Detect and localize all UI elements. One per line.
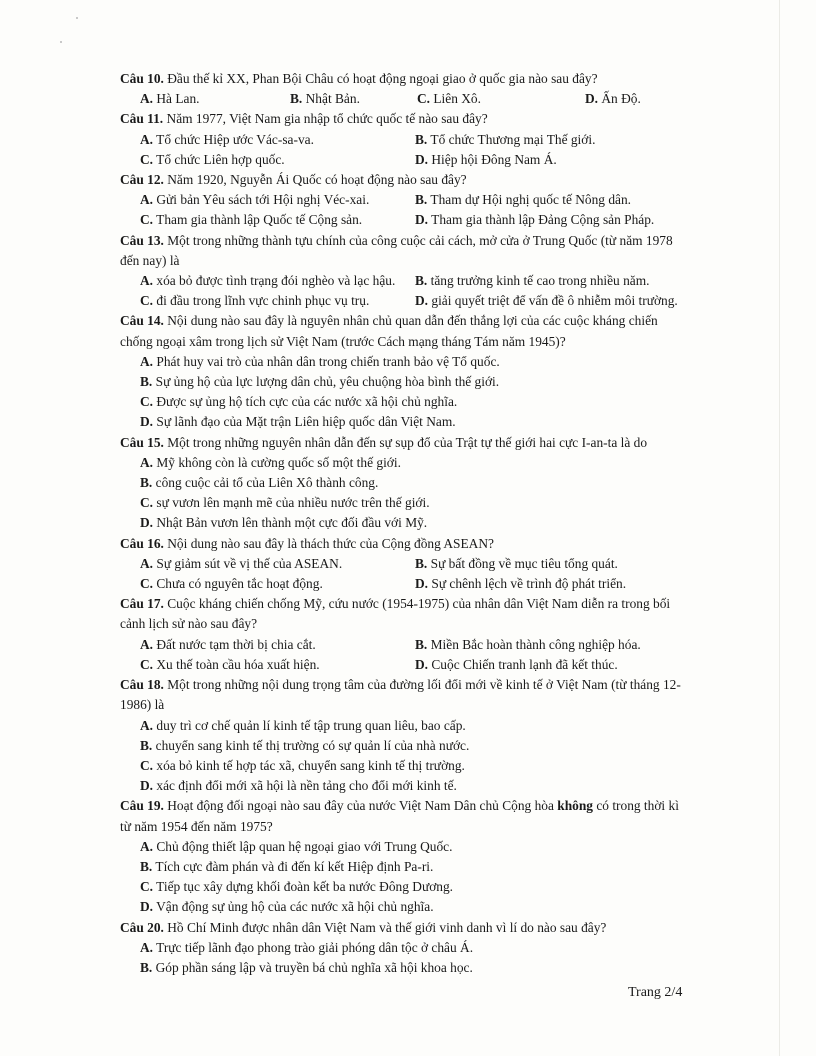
- options-row: [120, 736, 690, 756]
- options-row: [120, 655, 690, 675]
- option-text: Tham gia thành lập Đảng Cộng sản Pháp.: [428, 212, 655, 228]
- option-text: Miền Bắc hoàn thành công nghiệp hóa.: [427, 636, 641, 652]
- option-letter: A.: [140, 454, 154, 470]
- option-letter: A.: [140, 353, 154, 369]
- option-letter: A.: [140, 555, 154, 571]
- option-letter: A.: [140, 131, 154, 147]
- answer-option[interactable]: [140, 879, 453, 894]
- question-text: Nội dung nào sau đây là nguyên nhân chủ quan dẫn đến thắng lợi của các cuộc kháng chiến chống ngoại xâm trong lịch sử Việt Nam (trước Cách mạng tháng Tám năm 1945)?: [120, 313, 658, 349]
- option-letter: A.: [140, 838, 154, 854]
- question-text: Năm 1977, Việt Nam gia nhập tổ chức quốc tế nào sau đây?: [163, 111, 488, 127]
- option-text: Sự lãnh đạo của Mặt trận Liên hiệp quốc dân Việt Nam.: [153, 414, 456, 430]
- option-text: Hiệp hội Đông Nam Á.: [428, 151, 557, 167]
- option-text: xác định đổi mới xã hội là nền tảng cho đổi mới kinh tế.: [153, 778, 457, 794]
- option-text: Gửi bản Yêu sách tới Hội nghị Véc-xai.: [153, 192, 370, 208]
- answer-option[interactable]: [140, 475, 378, 490]
- question-number: Câu 17.: [120, 596, 164, 612]
- answer-option[interactable]: [140, 414, 456, 429]
- options-row: [120, 958, 690, 978]
- answer-option[interactable]: [140, 960, 473, 975]
- option-letter: B.: [415, 636, 428, 652]
- options-row: [120, 130, 690, 150]
- option-letter: C.: [140, 151, 154, 167]
- option-letter: A.: [140, 273, 154, 289]
- options-row: [120, 493, 690, 513]
- options-row: [120, 554, 690, 574]
- question-text: Nội dung nào sau đây là thách thức của Cộng đồng ASEAN?: [163, 535, 494, 551]
- option-letter: D.: [140, 778, 154, 794]
- answer-option[interactable]: [415, 271, 690, 291]
- option-text: chuyển sang kinh tế thị trường có sự quản lí của nhà nước.: [152, 737, 470, 753]
- option-text: Tổ chức Thương mại Thế giới.: [427, 131, 596, 147]
- question-text: Năm 1920, Nguyễn Ái Quốc có hoạt động nào sau đây?: [163, 172, 467, 188]
- answer-option[interactable]: [140, 859, 433, 874]
- option-text: Tiếp tục xây dựng khối đoàn kết ba nước Đông Dương.: [153, 879, 454, 895]
- option-letter: D.: [140, 515, 154, 531]
- answer-option[interactable]: [140, 455, 401, 470]
- option-text: xóa bỏ được tình trạng đói nghèo và lạc hậu.: [153, 273, 396, 289]
- question-text: Cuộc kháng chiến chống Mỹ, cứu nước (1954-1975) của nhân dân Việt Nam diễn ra trong bối cảnh lịch sử nào sau đây?: [120, 596, 671, 632]
- option-text: công cuộc cải tổ của Liên Xô thành công.: [152, 475, 379, 491]
- option-text: Nhật Bản vươn lên thành một cực đối đầu với Mỹ.: [153, 515, 428, 531]
- options-row: [120, 89, 690, 109]
- option-letter: D.: [140, 414, 154, 430]
- option-letter: B.: [415, 555, 428, 571]
- options-row: [120, 412, 690, 432]
- options-row: [120, 877, 690, 897]
- question-text: Đầu thế kỉ XX, Phan Bội Châu có hoạt động ngoại giao ở quốc gia nào sau đây?: [163, 71, 598, 86]
- option-text: Ấn Độ.: [598, 91, 641, 107]
- option-text: đi đầu trong lĩnh vực chinh phục vụ trụ.: [153, 293, 370, 309]
- option-letter: C.: [140, 576, 154, 592]
- question-stem: [120, 918, 690, 938]
- question-list: [120, 69, 690, 978]
- answer-option[interactable]: [415, 190, 690, 210]
- answer-option[interactable]: [140, 554, 415, 574]
- answer-option[interactable]: [415, 130, 690, 150]
- option-letter: B.: [140, 858, 153, 874]
- question-text: Một trong những nguyên nhân dẫn đến sự sụp đổ của Trật tự thế giới hai cực I-an-ta là do: [163, 434, 648, 450]
- options-row: [120, 635, 690, 655]
- option-text: Tham dự Hội nghị quốc tế Nông dân.: [427, 192, 632, 208]
- option-text: sự vươn lên mạnh mẽ của nhiều nước trên thế giới.: [153, 495, 430, 511]
- option-text: Góp phần sáng lập và truyền bá chủ nghĩa xã hội khoa học.: [152, 959, 473, 975]
- question-number: Câu 14.: [120, 313, 164, 329]
- question-number: Câu 15.: [120, 434, 164, 450]
- question-stem: [120, 534, 690, 554]
- question-stem: [120, 594, 690, 634]
- scan-edge: [779, 0, 780, 1056]
- answer-option[interactable]: [585, 89, 685, 109]
- option-letter: C.: [140, 879, 154, 895]
- answer-option[interactable]: [140, 210, 415, 230]
- answer-option[interactable]: [140, 778, 457, 793]
- answer-option[interactable]: [140, 190, 415, 210]
- option-text: Tham gia thành lập Quốc tế Cộng sản.: [153, 212, 363, 228]
- option-letter: B.: [290, 91, 303, 107]
- option-text: Tổ chức Liên hợp quốc.: [153, 151, 285, 167]
- answer-option[interactable]: [140, 495, 430, 510]
- option-letter: D.: [415, 151, 429, 167]
- option-letter: C.: [417, 91, 431, 107]
- option-text: xóa bỏ kinh tế hợp tác xã, chuyển sang kinh tế thị trường.: [153, 757, 465, 773]
- question-stem: [120, 69, 690, 89]
- question-number: Câu 18.: [120, 677, 164, 693]
- option-text: Mỹ không còn là cường quốc số một thế giới.: [153, 454, 401, 470]
- answer-option[interactable]: [290, 89, 417, 109]
- options-row: [120, 352, 690, 372]
- option-text: Liên Xô.: [430, 91, 481, 107]
- question-text: Hoạt động đối ngoại nào sau đây của nước Việt Nam Dân chủ Cộng hòa: [163, 798, 558, 814]
- options-row: [120, 291, 690, 311]
- question-number: Câu 13.: [120, 232, 164, 248]
- answer-option[interactable]: [140, 940, 473, 955]
- options-row: [120, 392, 690, 412]
- option-letter: D.: [415, 656, 429, 672]
- answer-option[interactable]: [140, 718, 466, 733]
- options-row: [120, 938, 690, 958]
- answer-option[interactable]: [140, 515, 427, 530]
- options-row: [120, 150, 690, 170]
- option-letter: D.: [415, 212, 429, 228]
- answer-option[interactable]: [415, 291, 690, 311]
- options-row: [120, 210, 690, 230]
- option-letter: B.: [140, 737, 153, 753]
- options-row: [120, 837, 690, 857]
- option-letter: B.: [140, 374, 153, 390]
- option-text: Vận động sự ủng hộ của các nước xã hội chủ nghĩa.: [153, 899, 434, 915]
- option-letter: C.: [140, 293, 154, 309]
- option-text: Tổ chức Hiệp ước Vác-sa-va.: [153, 131, 314, 147]
- question-number: Câu 20.: [120, 919, 164, 935]
- option-text: Đất nước tạm thời bị chia cắt.: [153, 636, 316, 652]
- answer-option[interactable]: [140, 758, 465, 773]
- question-stem: [120, 433, 690, 453]
- question-stem: [120, 311, 690, 351]
- question-stem: [120, 170, 690, 190]
- option-text: Sự bất đồng về mục tiêu tổng quát.: [427, 555, 618, 571]
- question-stem: [120, 109, 690, 129]
- page-number: Trang 2/4: [628, 985, 683, 1000]
- option-letter: C.: [140, 394, 154, 410]
- answer-option[interactable]: [140, 574, 415, 594]
- question-number: Câu 10.: [120, 71, 164, 86]
- options-row: [120, 271, 690, 291]
- question-emphasis: không: [557, 798, 593, 814]
- option-text: Nhật Bản.: [302, 91, 360, 107]
- question-text: Hồ Chí Minh được nhân dân Việt Nam và thế giới vinh danh vì lí do nào sau đây?: [163, 919, 607, 935]
- scan-speck: [60, 41, 62, 43]
- option-text: Được sự ủng hộ tích cực của các nước xã hội chủ nghĩa.: [153, 394, 458, 410]
- question-text: có trong thời kì từ năm 1954 đến năm 1975?: [120, 798, 679, 834]
- question-number: Câu 19.: [120, 798, 164, 814]
- options-row: [120, 372, 690, 392]
- option-text: Sự chênh lệch về trình độ phát triển.: [428, 576, 627, 592]
- option-text: Hà Lan.: [153, 91, 200, 107]
- question-stem: [120, 231, 690, 271]
- option-letter: B.: [415, 131, 428, 147]
- options-row: [120, 897, 690, 917]
- question-number: Câu 11.: [120, 111, 164, 127]
- answer-option[interactable]: [417, 89, 585, 109]
- option-text: Trực tiếp lãnh đạo phong trào giải phóng dân tộc ở châu Á.: [153, 939, 474, 955]
- question-text: Một trong những nội dung trọng tâm của đường lối đổi mới về kinh tế ở Việt Nam (từ tháng 12-1986) là: [120, 677, 681, 713]
- answer-option[interactable]: [140, 291, 415, 311]
- option-text: Sự giảm sút về vị thế của ASEAN.: [153, 555, 343, 571]
- option-letter: A.: [140, 91, 154, 107]
- option-text: Cuộc Chiến tranh lạnh đã kết thúc.: [428, 656, 618, 672]
- answer-option[interactable]: [415, 655, 690, 675]
- options-row: [120, 453, 690, 473]
- option-text: Phát huy vai trò của nhân dân trong chiến tranh bảo vệ Tổ quốc.: [153, 353, 500, 369]
- option-letter: A.: [140, 636, 154, 652]
- option-text: Sự ủng hộ của lực lượng dân chủ, yêu chuộng hòa bình thế giới.: [152, 374, 500, 390]
- option-letter: A.: [140, 717, 154, 733]
- answer-option[interactable]: [140, 130, 415, 150]
- answer-option[interactable]: [140, 354, 500, 369]
- options-row: [120, 513, 690, 533]
- option-letter: A.: [140, 939, 154, 955]
- options-row: [120, 473, 690, 493]
- answer-option[interactable]: [140, 899, 434, 914]
- option-text: Chủ động thiết lập quan hệ ngoại giao với Trung Quốc.: [153, 838, 453, 854]
- option-letter: D.: [140, 899, 154, 915]
- option-text: giải quyết triệt để vấn đề ô nhiễm môi trường.: [428, 293, 678, 309]
- option-letter: A.: [140, 192, 154, 208]
- option-letter: D.: [585, 91, 599, 107]
- option-letter: B.: [140, 959, 153, 975]
- option-letter: D.: [415, 576, 429, 592]
- option-text: Tích cực đàm phán và đi đến kí kết Hiệp định Pa-ri.: [152, 858, 434, 874]
- scan-speck: [76, 17, 78, 19]
- answer-option[interactable]: [140, 655, 415, 675]
- question-text: Một trong những thành tựu chính của công cuộc cải cách, mở cửa ở Trung Quốc (từ năm 1978 đến nay) là: [120, 232, 673, 268]
- option-letter: B.: [415, 192, 428, 208]
- question-number: Câu 12.: [120, 172, 164, 188]
- answer-option[interactable]: [140, 150, 415, 170]
- answer-option[interactable]: [415, 150, 690, 170]
- answer-option[interactable]: [140, 839, 452, 854]
- options-row: [120, 716, 690, 736]
- answer-option[interactable]: [415, 635, 690, 655]
- option-letter: C.: [140, 495, 154, 511]
- option-text: duy trì cơ chế quản lí kinh tế tập trung quan liêu, bao cấp.: [153, 717, 466, 733]
- option-letter: B.: [140, 475, 153, 491]
- options-row: [120, 756, 690, 776]
- option-letter: C.: [140, 656, 154, 672]
- answer-option[interactable]: [140, 374, 499, 389]
- answer-option[interactable]: [140, 271, 415, 291]
- answer-option[interactable]: [140, 635, 415, 655]
- answer-option[interactable]: [140, 394, 457, 409]
- question-number: Câu 16.: [120, 535, 164, 551]
- question-stem: [120, 796, 690, 836]
- answer-option[interactable]: [140, 738, 469, 753]
- option-text: Chưa có nguyên tắc hoạt động.: [153, 576, 323, 592]
- option-letter: D.: [415, 293, 429, 309]
- options-row: [120, 776, 690, 796]
- option-letter: B.: [415, 273, 428, 289]
- option-letter: C.: [140, 757, 154, 773]
- options-row: [120, 190, 690, 210]
- question-stem: [120, 675, 690, 715]
- answer-option[interactable]: [415, 554, 690, 574]
- answer-option[interactable]: [415, 574, 690, 594]
- options-row: [120, 574, 690, 594]
- answer-option[interactable]: [140, 89, 290, 109]
- option-letter: C.: [140, 212, 154, 228]
- option-text: tăng trưởng kinh tế cao trong nhiều năm.: [427, 273, 650, 289]
- answer-option[interactable]: [415, 210, 690, 230]
- options-row: [120, 857, 690, 877]
- option-text: Xu thế toàn cầu hóa xuất hiện.: [153, 656, 320, 672]
